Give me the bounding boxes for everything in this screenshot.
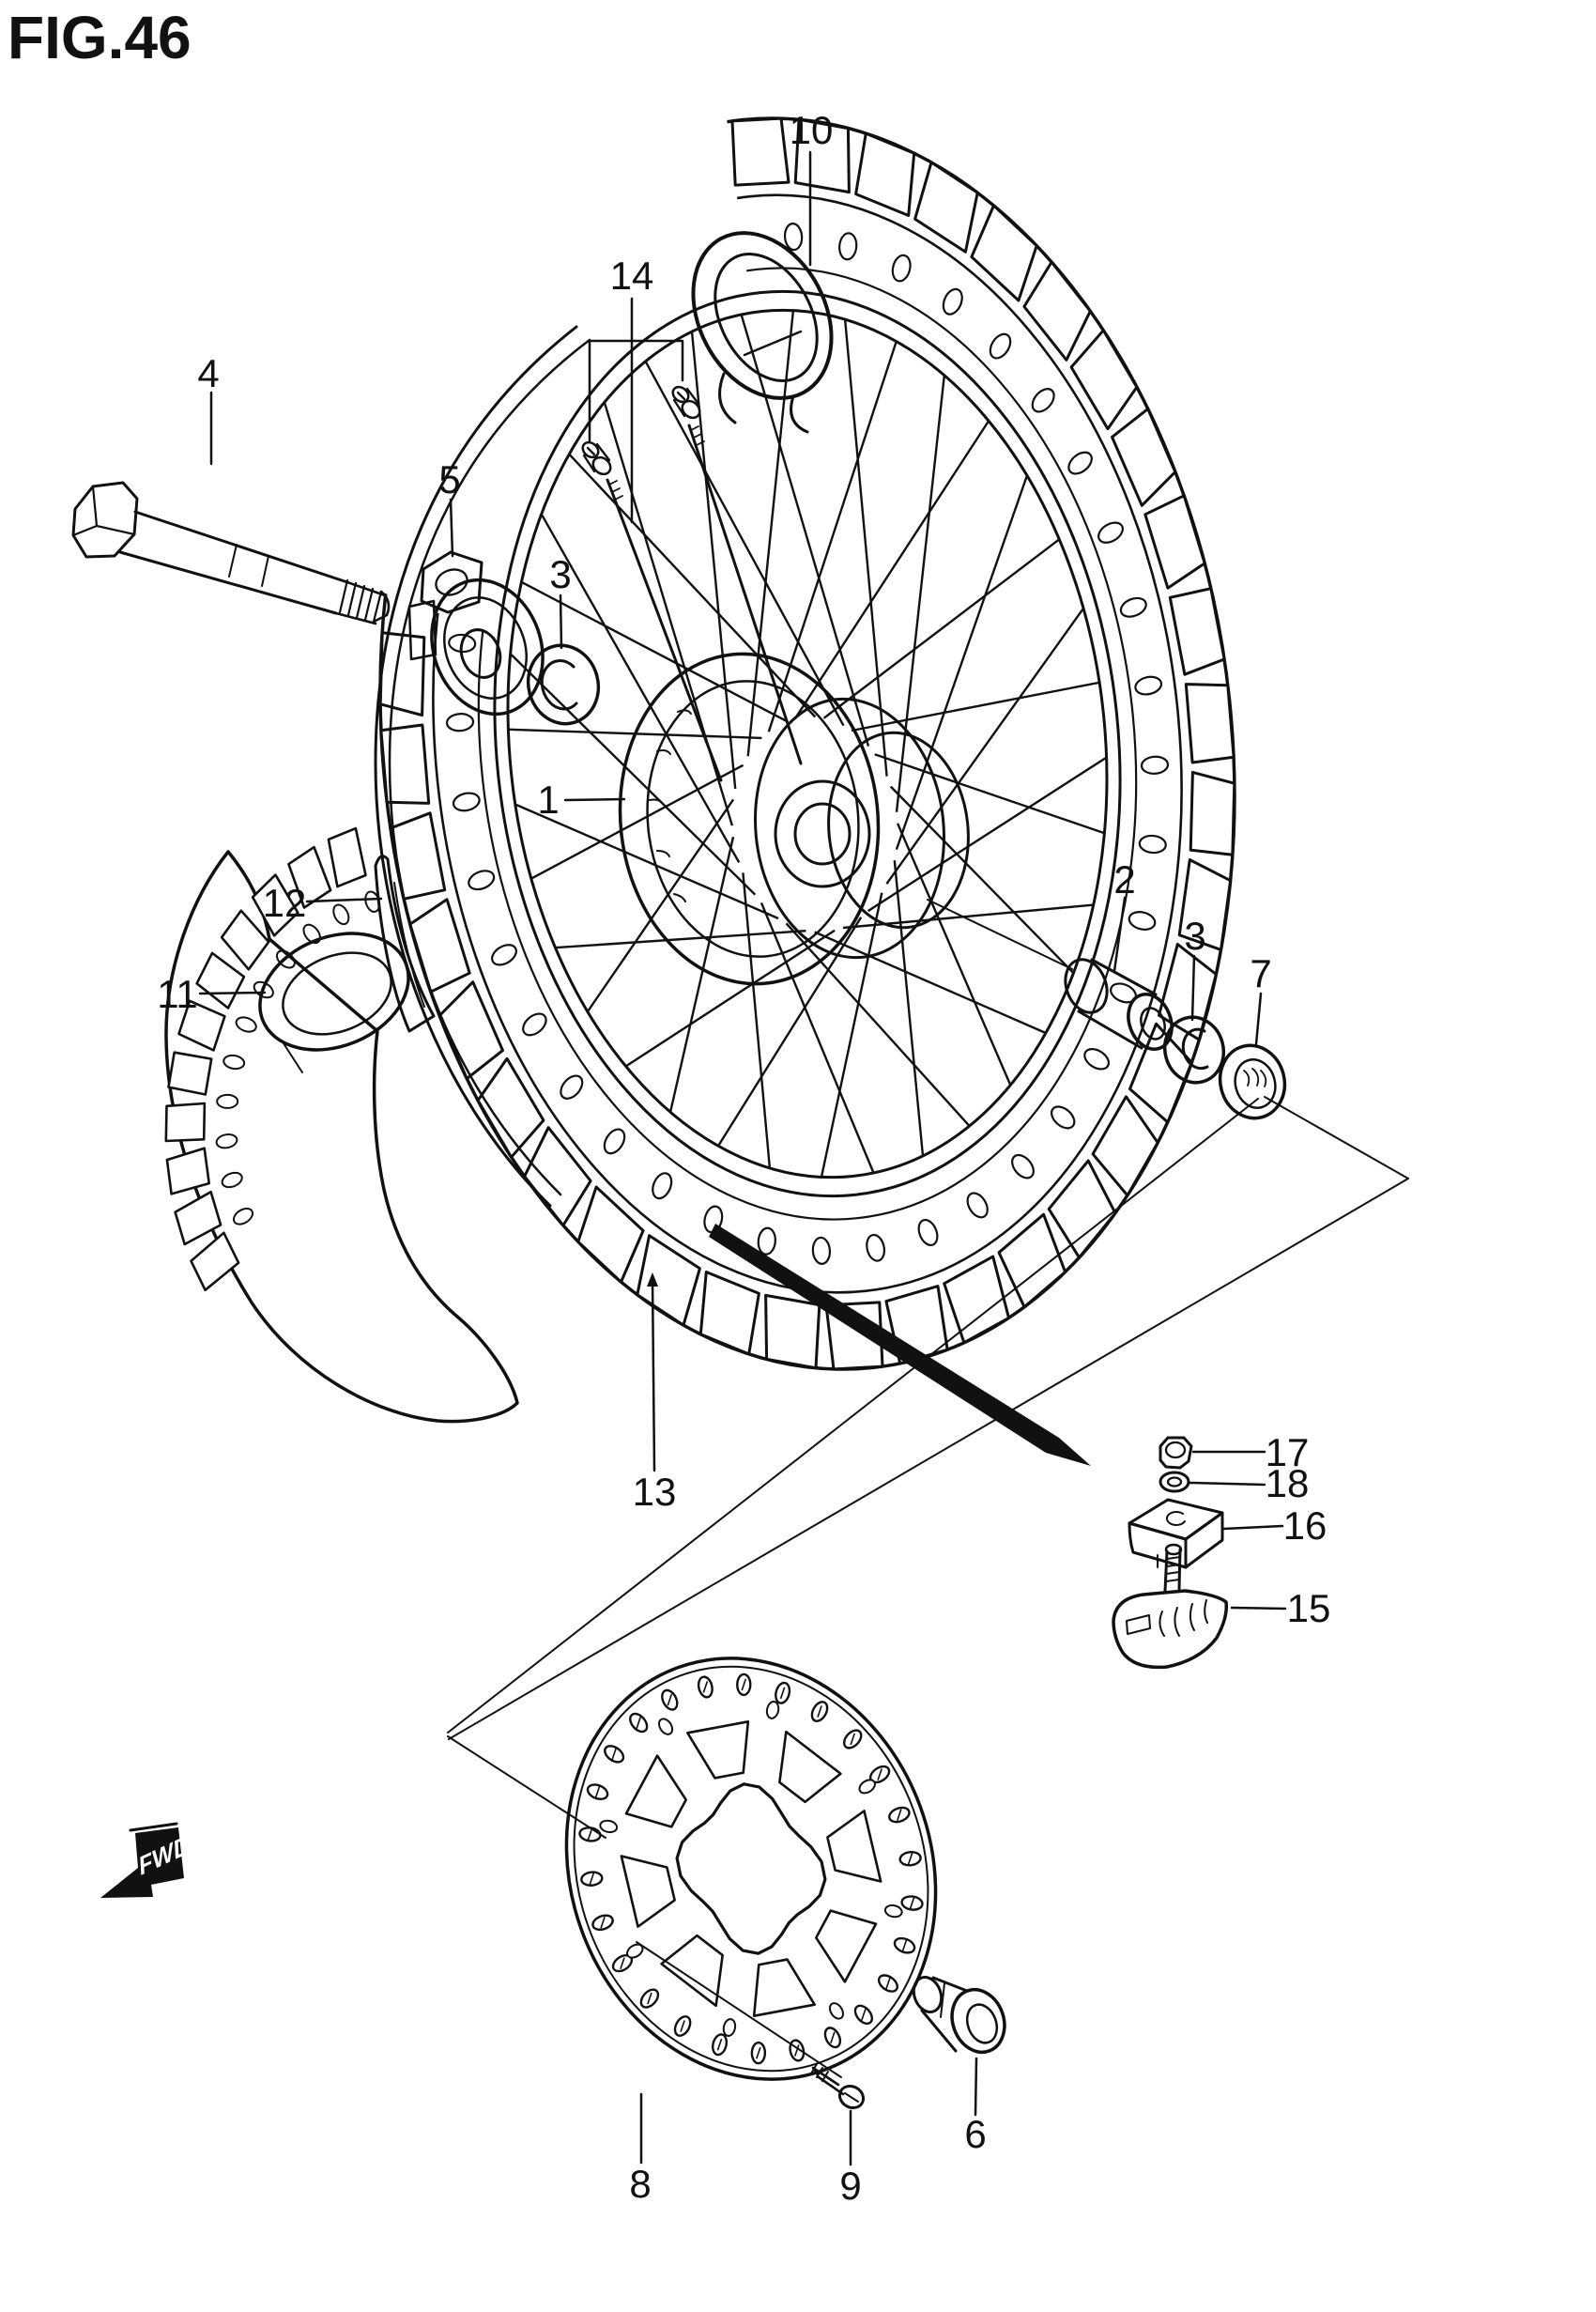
part-18-washer bbox=[1160, 1472, 1189, 1491]
callout-7: 7 bbox=[1250, 951, 1272, 995]
callout-6: 6 bbox=[964, 2112, 987, 2156]
callout-16: 16 bbox=[1282, 1503, 1327, 1548]
part-4-front-axle bbox=[73, 483, 389, 624]
callout-2: 2 bbox=[1113, 857, 1136, 902]
callout-15: 15 bbox=[1286, 1586, 1331, 1630]
callout-13: 13 bbox=[632, 1470, 677, 1514]
callout-8: 8 bbox=[629, 2162, 652, 2206]
part-11-inner-tube bbox=[166, 852, 517, 1422]
part-8-brake-disc bbox=[509, 1606, 994, 2132]
part-6-spacer bbox=[909, 1973, 1013, 2059]
fwd-direction-arrow bbox=[100, 1824, 192, 1898]
brake-disc-holes bbox=[526, 1626, 976, 2112]
callout-11: 11 bbox=[157, 972, 198, 1016]
callout-3-right: 3 bbox=[1184, 914, 1206, 958]
callout-18: 18 bbox=[1265, 1461, 1310, 1505]
callout-1: 1 bbox=[537, 778, 560, 822]
callout-10: 10 bbox=[789, 108, 834, 152]
callout-5: 5 bbox=[438, 457, 461, 501]
callout-14: 14 bbox=[609, 254, 654, 298]
callout-12: 12 bbox=[262, 881, 307, 925]
callout-9: 9 bbox=[839, 2164, 862, 2208]
callout-4: 4 bbox=[197, 351, 220, 395]
fwd-label: FWD bbox=[135, 1829, 192, 1881]
callout-3-left: 3 bbox=[549, 552, 572, 596]
figure-title: FIG.46 bbox=[8, 4, 192, 71]
callout-17: 17 bbox=[1265, 1430, 1310, 1474]
part-17-nut bbox=[1160, 1438, 1191, 1468]
